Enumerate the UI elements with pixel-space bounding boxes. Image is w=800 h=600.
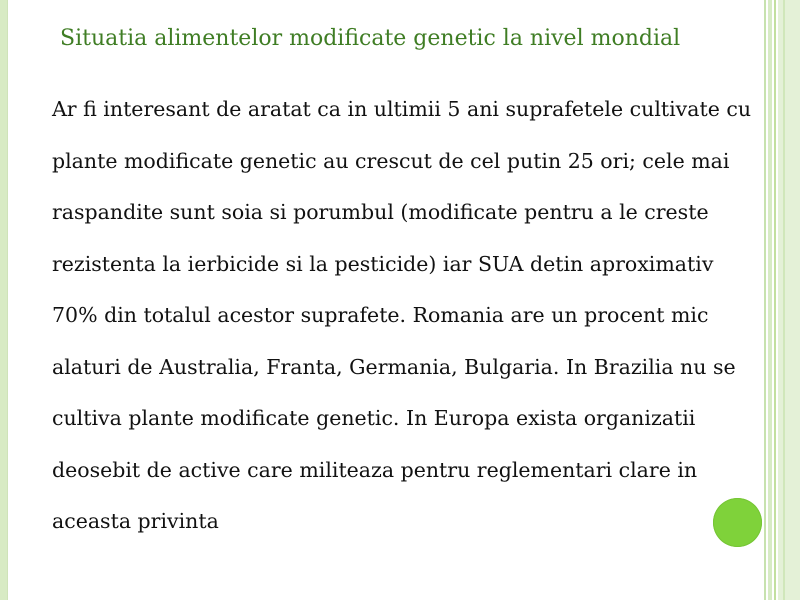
right-stripe — [774, 0, 776, 600]
green-circle-decoration — [713, 498, 762, 547]
right-stripe — [764, 0, 766, 600]
right-stripe — [768, 0, 772, 600]
slide-title: Situatia alimentelor modificate genetic la nivel mondial — [60, 26, 681, 51]
right-stripe — [783, 0, 785, 600]
slide-body-text: Ar fi interesant de aratat ca in ultimii 5 ani suprafetele cultivate cu plante modificate genetic au crescut de cel putin 25 ori; cele mai raspandite sunt soia si porumbul (modificate pentru a le creste rezistenta la ierbicide si la pesticide) iar SUA detin aproximativ 70% din totalul acestor suprafete. Romania are un procent mic alaturi de Australia, Franta, Germania, Bulgaria. In Brazilia nu se cultiva plante modificate genetic. In Europa exista organizatii deosebit de active care militeaza pentru reglementari clare in aceasta privinta — [52, 97, 752, 533]
right-stripe — [778, 0, 800, 600]
left-border — [0, 0, 8, 600]
